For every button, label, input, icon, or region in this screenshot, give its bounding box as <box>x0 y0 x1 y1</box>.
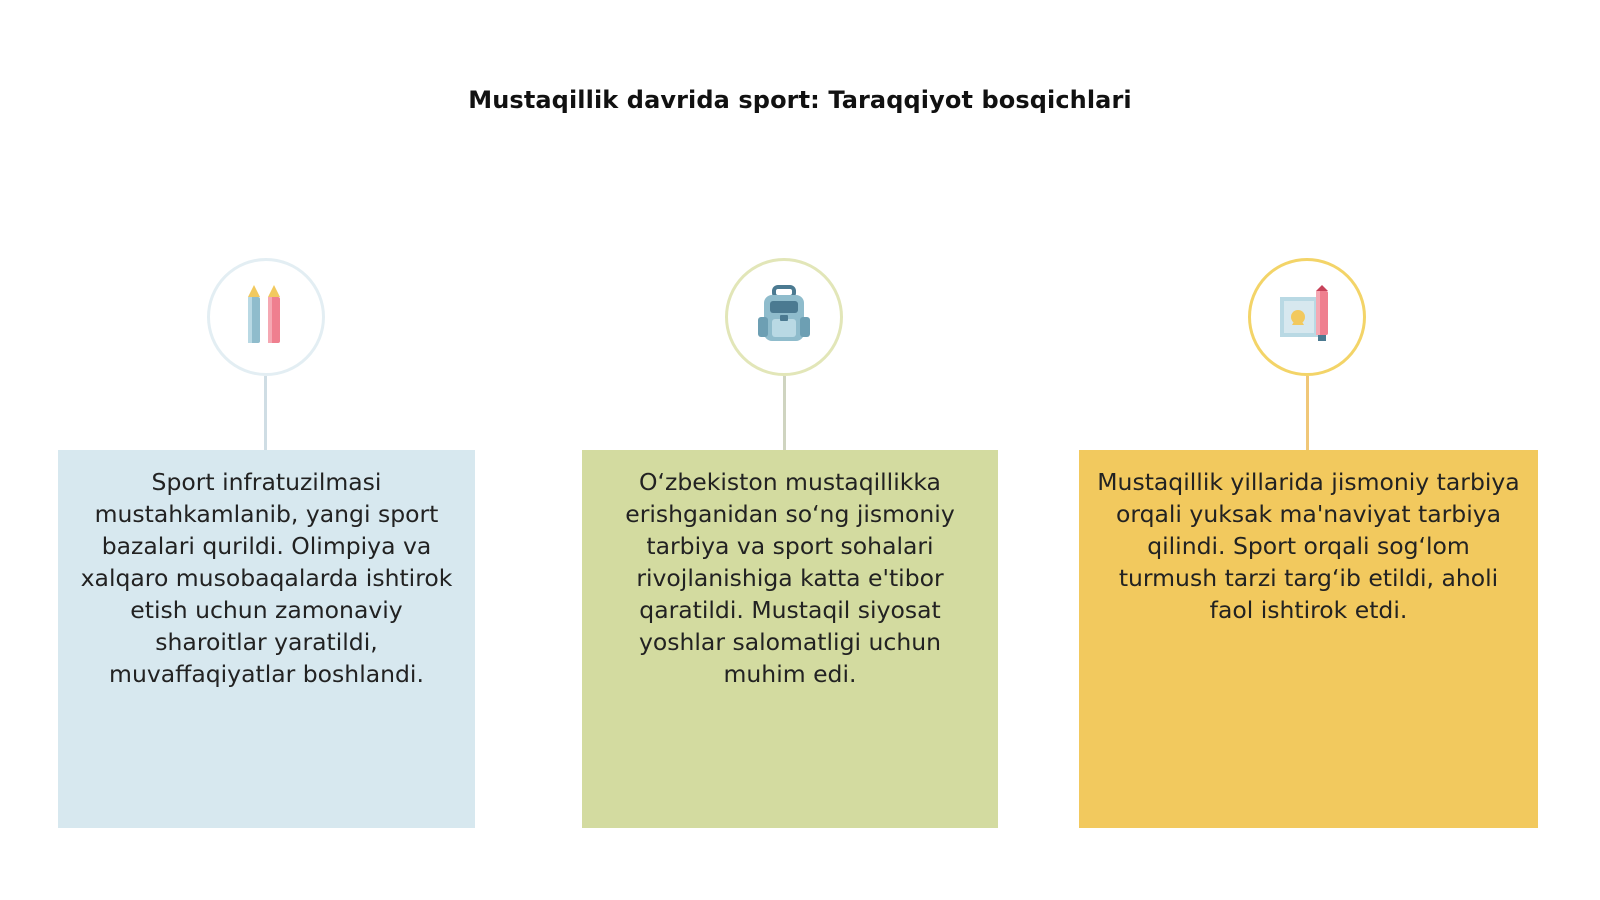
stage-3-icon-circle <box>1248 258 1366 376</box>
slide-title: Mustaqillik davrida sport: Taraqqiyot bosqichlari <box>468 86 1132 114</box>
stage-3-card <box>1079 450 1538 828</box>
stage-1-text: Sport infratuzilmasi mustahkamlanib, yangi sport bazalari qurildi. Olimpiya va xalqaro musobaqalarda ishtirok etish uchun zamonaviy sharoitlar yaratildi, muvaffaqiyatlar boshlandi. <box>80 468 453 688</box>
stage-3-connector <box>1306 376 1309 450</box>
stage-2-text: O‘zbekiston mustaqillikka erishganidan so‘ng jismoniy tarbiya va sport sohalari rivojlanishiga katta e'tibor qaratildi. Mustaqil siyosat yoshlar salomatligi uchun muhim edi. <box>625 468 955 688</box>
stage-1-card <box>58 450 475 828</box>
stage-2-connector <box>783 376 786 450</box>
stage-1-connector <box>264 376 267 450</box>
stage-1-icon-circle <box>207 258 325 376</box>
pencils-icon <box>238 283 294 351</box>
backpack-icon <box>754 285 814 349</box>
stage-2-card <box>582 450 998 828</box>
painting-icon <box>1276 285 1338 349</box>
stage-3-text: Mustaqillik yillarida jismoniy tarbiya orqali yuksak ma'naviyat tarbiya qilindi. Sport orqali sog‘lom turmush tarzi targ‘ib etildi, aholi faol ishtirok etdi. <box>1097 468 1520 624</box>
stage-2-icon-circle <box>725 258 843 376</box>
